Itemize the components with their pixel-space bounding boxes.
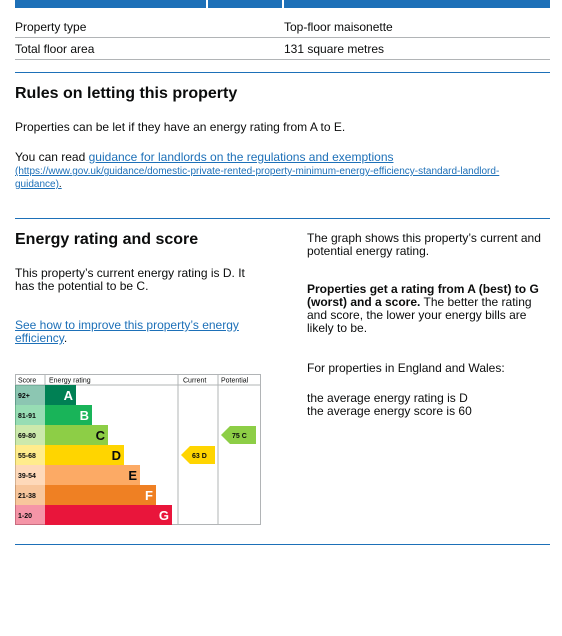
letting-paragraph: Properties can be let if they have an energy rating from A to E. (15, 120, 346, 134)
table-divider (15, 59, 550, 60)
score-label-c: 69-80 (18, 433, 36, 440)
table-divider (15, 37, 550, 38)
score-label-d: 55-68 (18, 453, 36, 460)
average-score: the average energy score is 60 (307, 404, 472, 418)
table-header-bar (208, 0, 282, 8)
potential-rating-label: 75 C (232, 433, 247, 440)
table-header-bar (15, 0, 206, 8)
rating-explanation (307, 283, 552, 335)
section-separator (15, 544, 550, 545)
improve-suffix: . (63, 331, 68, 345)
rating-letter-g: G (158, 508, 169, 523)
graph-desc-line2: potential energy rating. (307, 244, 430, 258)
improve-link-line1[interactable]: See how to improve this property’s energy (15, 318, 239, 332)
current-rating-text (15, 267, 245, 293)
url-suffix: . (58, 179, 62, 190)
energy-heading: Energy rating and score (15, 231, 199, 248)
guidance-url[interactable] (15, 165, 550, 191)
rating-letter-a: A (63, 388, 73, 403)
guidance-link[interactable]: guidance for landlords on the regulations and exemptions (88, 150, 394, 164)
guidance-paragraph (15, 151, 545, 164)
rating-letter-e: E (128, 468, 137, 483)
current-rating-label: 63 D (192, 453, 207, 460)
rating-column-header: Energy rating (49, 377, 91, 385)
property-type-label: Property type (15, 20, 87, 34)
score-label-g: 1-20 (18, 513, 33, 520)
current-column-header: Current (183, 377, 207, 385)
rating-letter-f: F (145, 488, 153, 503)
guidance-url-line2[interactable]: guidance) (15, 179, 59, 190)
rating-letter-c: C (95, 428, 105, 443)
rating-bar-e (45, 465, 140, 485)
improve-link-line2[interactable]: efficiency (15, 331, 64, 345)
score-label-a: 92+ (18, 393, 30, 400)
rating-letter-b: B (79, 408, 89, 423)
rating-line4: likely to be. (307, 321, 368, 335)
table-header-bar (284, 0, 550, 8)
region-text: For properties in England and Wales: (307, 361, 505, 375)
section-separator (15, 72, 550, 73)
score-label-e: 39-54 (18, 473, 36, 480)
score-column-header: Score (18, 377, 37, 385)
rating-bold-line1: Properties get a rating from A (best) to G (307, 282, 539, 296)
section-separator (15, 218, 550, 219)
improve-link-block[interactable] (15, 319, 239, 345)
property-type-value: Top-floor maisonette (284, 20, 393, 34)
rating-line3: and score, the lower your energy bills are (307, 308, 527, 322)
current-rating-line1: This property’s current energy rating is D. It (15, 266, 245, 280)
score-label-b: 81-91 (18, 413, 36, 420)
rating-letter-d: D (111, 448, 121, 463)
guidance-url-line1[interactable]: (https://www.gov.uk/guidance/domestic-private-rented-property-minimum-energy-efficiency-standard-landlord- (15, 166, 500, 177)
rating-bar-f (45, 485, 156, 505)
potential-column-header: Potential (221, 377, 249, 385)
current-rating-line2: has the potential to be C. (15, 279, 149, 293)
floor-area-value: 131 square metres (284, 42, 385, 56)
rating-rest-line2: The better the rating (420, 295, 532, 309)
read-prefix: You can read (15, 150, 89, 164)
graph-description (307, 232, 552, 258)
rating-bold-line2: (worst) and a score. (307, 295, 421, 309)
graph-desc-line1: The graph shows this property’s current and (307, 231, 541, 245)
energy-rating-chart (15, 374, 261, 525)
letting-heading: Rules on letting this property (15, 85, 238, 102)
averages (307, 392, 472, 418)
score-label-f: 21-38 (18, 493, 36, 500)
average-rating: the average energy rating is D (307, 391, 468, 405)
rating-bar-g (45, 505, 172, 525)
floor-area-label: Total floor area (15, 42, 95, 56)
